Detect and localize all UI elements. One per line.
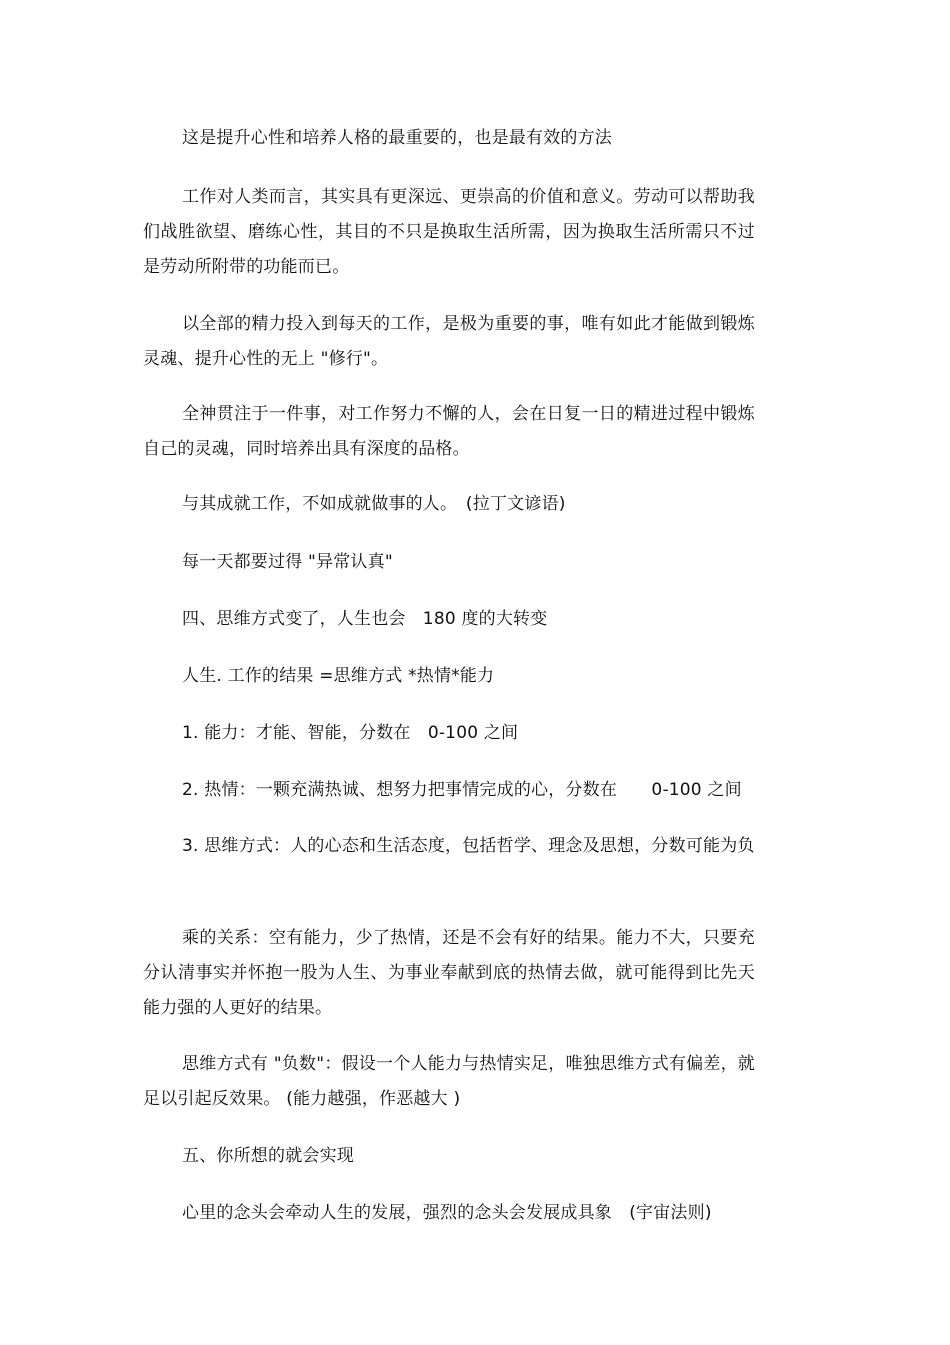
paragraph-4: 全神贯注于一件事，对工作努力不懈的人，会在日复一日的精进过程中锻炼自己的灵魂，同时培养出具有深度的品格。 xyxy=(143,404,755,459)
paragraph-2: 工作对人类而言，其实具有更深远、更崇高的价值和意义。劳动可以帮助我们战胜欲望、磨练心性，其目的不只是换取生活所需，因为换取生活所需只不过是劳动所附带的功能而已。 xyxy=(143,187,755,277)
paragraph-multiply: 乘的关系：空有能力，少了热情，还是不会有好的结果。能力不大，只要充分认清事实并怀抱一股为人生、为事业奉献到底的热情去做，就可能得到比先天能力强的人更好的结果。 xyxy=(143,928,755,1018)
section-heading-5: 五、你所想的就会实现 xyxy=(182,1146,354,1166)
paragraph-last: 心里的念头会牵动人生的发展，强烈的念头会发展成具象 (宇宙法则) xyxy=(182,1203,712,1223)
paragraph-negative: 思维方式有 "负数"：假设一个人能力与热情实足，唯独思维方式有偏差，就足以引起反效果。 (能力越强，作恶越大 ) xyxy=(143,1054,755,1109)
paragraph-3: 以全部的精力投入到每天的工作，是极为重要的事，唯有如此才能做到锻炼灵魂、提升心性的无上 "修行"。 xyxy=(143,314,755,369)
paragraph-5: 与其成就工作，不如成就做事的人。 (拉丁文谚语) xyxy=(182,494,566,514)
paragraph-6: 每一天都要过得 "异常认真" xyxy=(182,552,393,572)
list-item-1: 1. 能力：才能、智能，分数在 0-100 之间 xyxy=(182,723,519,743)
list-item-3: 3. 思维方式：人的心态和生活态度，包括哲学、理念及思想，分数可能为负 xyxy=(182,836,755,856)
list-item-2: 2. 热情：一颗充满热诚、想努力把事情完成的心，分数在 0-100 之间 xyxy=(182,780,742,800)
paragraph-1: 这是提升心性和培养人格的最重要的，也是最有效的方法 xyxy=(182,128,612,148)
paragraph-formula: 人生. 工作的结果 =思维方式 *热情*能力 xyxy=(182,666,495,686)
section-heading-4: 四、思维方式变了，人生也会 180 度的大转变 xyxy=(182,609,548,629)
